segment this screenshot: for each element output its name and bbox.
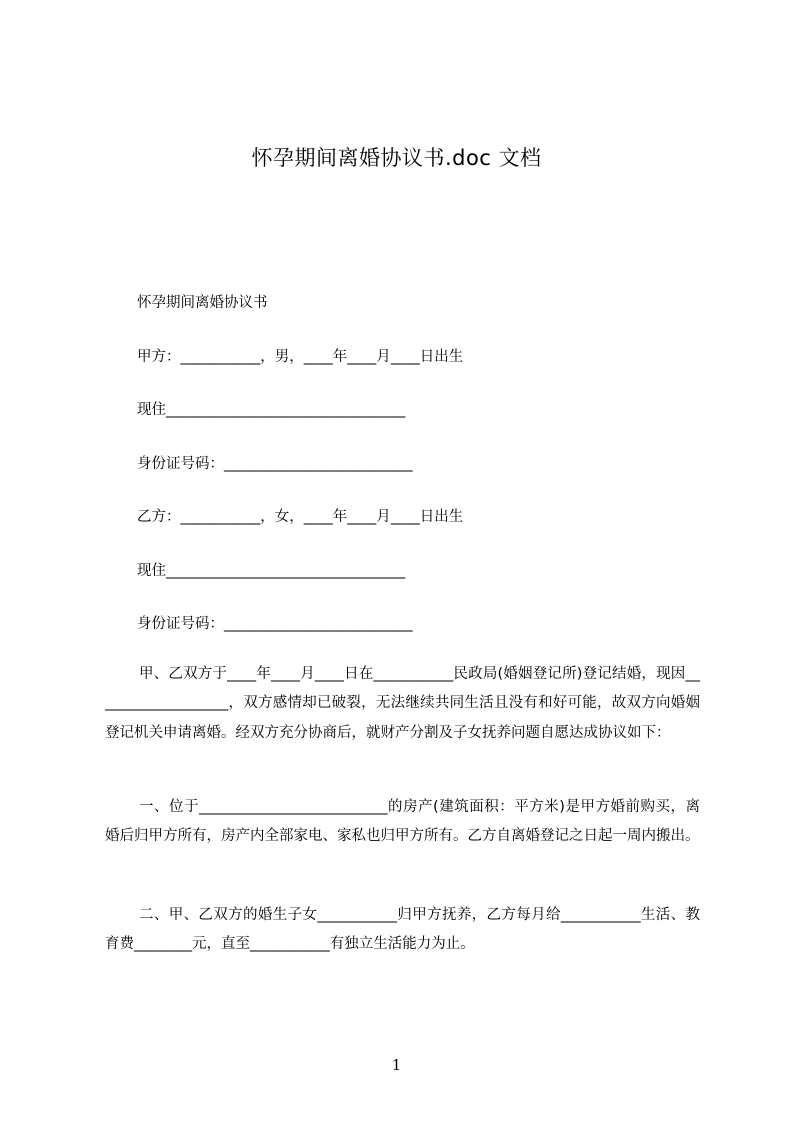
agreement-heading: 怀孕期间离婚协议书 xyxy=(137,295,268,311)
clause-2: 二、甲、乙双方的婚生子女___________归甲方抚养，乙方每月给___________生活、教育费________元，直至___________有独立生活能力为止。 xyxy=(105,907,700,953)
document-title: 怀孕期间离婚协议书.doc 文档 xyxy=(251,146,542,170)
party-a-address: 现住_________________________________ xyxy=(137,402,406,418)
party-a-line: 甲方：___________，男，____年____月____日出生 xyxy=(137,349,464,365)
party-b-id: 身份证号码：__________________________ xyxy=(137,616,413,632)
party-b-line: 乙方：___________，女，____年____月____日出生 xyxy=(137,509,464,525)
party-b-address: 现住_________________________________ xyxy=(137,563,406,579)
intro-paragraph: 甲、乙双方于____年____月____日在___________民政局(婚姻登记所)登记结婚，现因___________________，双方感情却已破裂，无法继续共同生活且没有和好可能，故双方向婚姻登记机关申请离婚。经双方充分协商后，就财产分割及子女抚养问题自愿达成协议如下： xyxy=(105,666,700,741)
page-number: 1 xyxy=(391,1056,402,1074)
party-a-id: 身份证号码：__________________________ xyxy=(137,456,413,472)
clause-1: 一、位于__________________________的房产(建筑面积：平方米)是甲方婚前购买，离婚后归甲方所有，房产内全部家电、家私也归甲方所有。乙方自离婚登记之日起一周内搬出。 xyxy=(105,799,700,845)
